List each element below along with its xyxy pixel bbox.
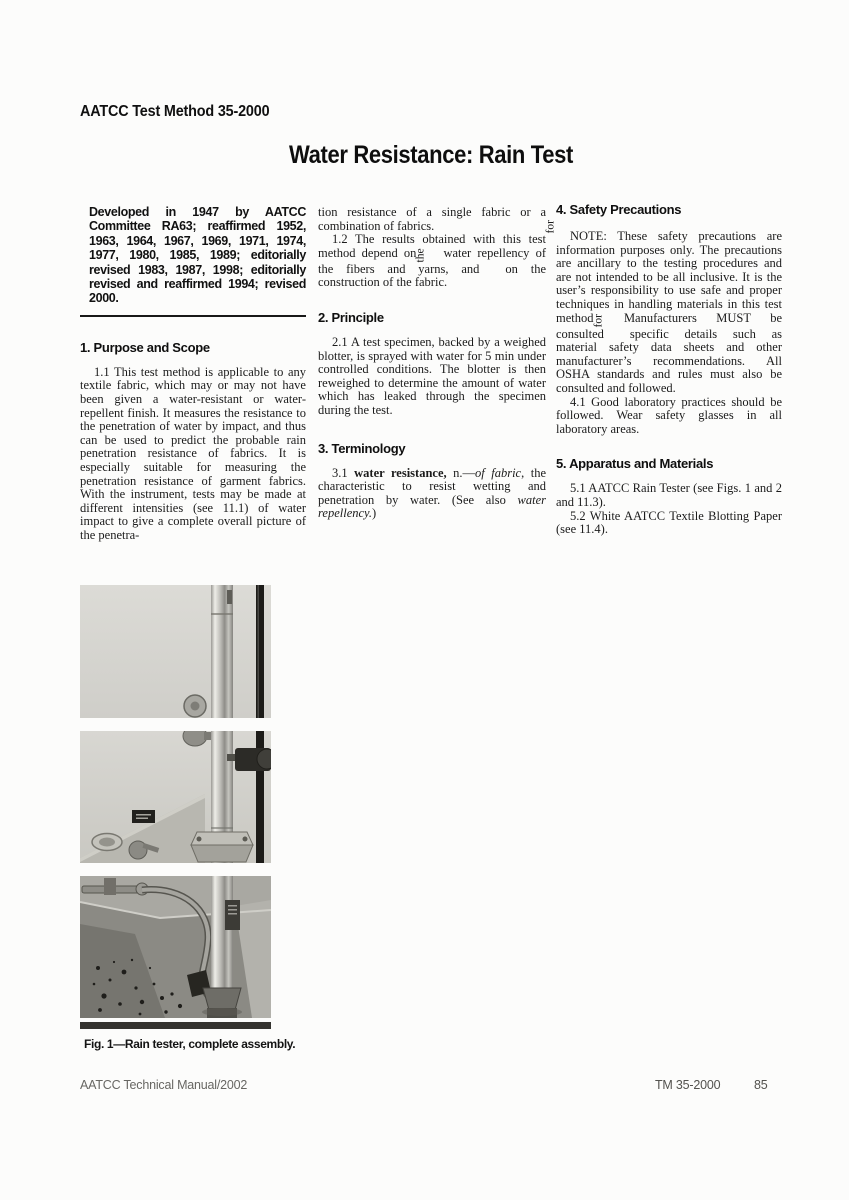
doc-header: AATCC Test Method 35-2000	[80, 103, 270, 120]
safety-note-paragraph	[544, 220, 782, 396]
paragraph-5-2: 5.2 White AATCC Textile Blotting Paper (see 11.4).	[556, 508, 782, 537]
rain-tester-sink-photo	[80, 876, 271, 1018]
rotated-word-the: the	[414, 248, 427, 263]
tube-label	[225, 900, 240, 930]
italic-of-fabric: of fabric	[475, 465, 522, 480]
photo-strip-middle	[80, 731, 271, 863]
text-run: 1.2 The results obtained with this test method depend on	[318, 232, 546, 260]
text-run: , the characteristic to resist wetting and penetration by water. (See also	[318, 465, 547, 507]
paragraph-1-2	[318, 233, 546, 290]
text-run: specific details such as material safety data sheets and other manufacturer’s recommendations. All OSHA standards and rules must also be consulted and followed.	[556, 326, 782, 395]
paragraph-3-1	[318, 467, 546, 521]
rotated-word-for: for	[592, 313, 604, 328]
section-3-heading: 3. Terminology	[318, 440, 406, 456]
rotated-word-for: for	[544, 220, 557, 234]
photo-separator-bar	[80, 1022, 271, 1029]
glass-tube	[211, 585, 233, 718]
history-paragraph: Developed in 1947 by AATCC Committee RA63; reaffirmed 1952, 1963, 1964, 1967, 1969, 1971, 1974, 1977, 1980, 1985, 1989; editorially revised 1983, 1987, 1998; editorially revised and reaffirmed 1994; revised 2000.	[89, 205, 306, 306]
nozzle-bell	[203, 988, 241, 1010]
section-4-heading: 4. Safety Precautions	[556, 202, 682, 217]
rain-tester-upper-photo	[80, 585, 271, 718]
italic-water-repellency: water repellency.	[318, 492, 546, 521]
photo-strip-top	[80, 585, 271, 718]
clamp-knob	[183, 731, 207, 746]
text-run: n.—	[446, 465, 476, 480]
text-run: water repellency of the fibers and yarns, and	[318, 245, 546, 276]
page-title: Water Resistance: Rain Test	[289, 141, 573, 169]
footer-doc-ref: TM 35-2000	[655, 1078, 721, 1092]
section-5-heading: 5. Apparatus and Materials	[556, 456, 714, 472]
column-right	[544, 200, 782, 537]
figure-1-caption: Fig. 1—Rain tester, complete assembly.	[84, 1037, 296, 1051]
scan-gap	[427, 255, 443, 257]
term-water-resistance: water resistance,	[354, 465, 447, 480]
text-run: 3.1	[332, 465, 355, 480]
column-middle	[318, 200, 546, 521]
paragraph-1-1: 1.1 This test method is applicable to any textile fabric, which may or may not have been given a water-resistant or water-repellent finish. It measures the resistance to the penetration of water by impact, and thus can be used to predict the probable rain penetration resistance of fabrics. It is especially suitable for measuring the penetration resistance of garment fabrics. With the instrument, tests may be made at different intensities (see 11.1) of water impact to give a complete overall picture of the penetra-	[80, 364, 306, 542]
paragraph-2-1: 2.1 A test specimen, backed by a weighed blotter, is sprayed with water for 5 min under controlled conditions. The blotter is then reweighed to determine the amount of water which has leaked through the specimen during the test.	[318, 334, 546, 417]
paragraph-5-1: 5.1 AATCC Rain Tester (see Figs. 1 and 2 and 11.3).	[556, 481, 782, 509]
paragraph-4-1: 4.1 Good laboratory practices should be followed. Wear safety glasses in all laboratory areas.	[556, 394, 782, 436]
text-run: Manufacturers MUST be consulted	[556, 310, 782, 341]
support-rod	[256, 585, 264, 718]
text-run: NOTE: These safety precautions are information purposes only. The precautions are ancillary to the testing procedures and are not intended to be all inclusive. It is the user’s responsibility to use safe and proper techniques in handling materials in this test method	[556, 229, 782, 325]
rain-tester-middle-photo	[80, 731, 271, 863]
paragraph-1-1-continued: tion resistance of a single fabric or a combination of fabrics.	[318, 205, 546, 233]
divider	[80, 315, 306, 317]
scan-gap	[604, 336, 630, 338]
column-left	[80, 200, 306, 543]
glass-tube	[211, 876, 233, 994]
footer-manual-title: AATCC Technical Manual/2002	[80, 1078, 248, 1092]
photo-strip-bottom	[80, 876, 271, 1018]
nameplate	[132, 810, 155, 823]
footer-page-number: 85	[754, 1078, 768, 1092]
section-1-heading: 1. Purpose and Scope	[80, 339, 210, 355]
text-run: on the construction of the fabric.	[318, 261, 546, 290]
scan-gap	[479, 271, 505, 273]
section-2-heading: 2. Principle	[318, 309, 384, 325]
figure-1-rain-tester-photo	[80, 585, 271, 1030]
text-run: )	[372, 506, 377, 521]
